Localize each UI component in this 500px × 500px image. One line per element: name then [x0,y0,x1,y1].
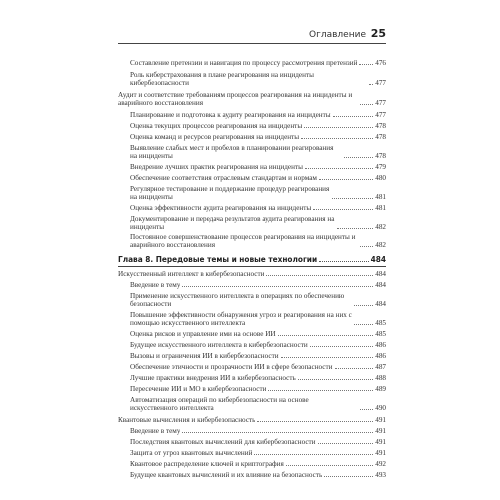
toc-entry-title: Вызовы и ограничения ИИ в кибербезопасности [130,352,279,360]
chapter-page: 484 [370,254,386,264]
toc-entry-title: Планирование и подготовка к аудиту реагирования на инциденты [130,111,331,119]
toc-entry-title: Роль киберстрахования в плане реагирования на инциденты кибербезопасности [130,71,314,87]
toc-entry-page: 476 [375,59,386,67]
toc-entry-page: 484 [375,300,386,308]
toc-entry-page: 491 [375,438,386,446]
toc-entry-page: 482 [375,223,386,231]
leader-dots [281,357,374,358]
toc-entry[interactable] [130,438,386,446]
toc-entry-page: 478 [375,133,386,141]
toc-entry-page: 485 [375,319,386,327]
toc-entry-page: 478 [375,152,386,160]
leader-dots [182,432,373,433]
toc-entry-title: Повышение эффективности обнаружения угроз и реагирования на них с помощью искусственного интеллекта [130,311,352,327]
leader-dots [266,275,373,276]
toc-entry-title: Квантовое распределение ключей и криптография [130,460,284,468]
toc-entry-page: 491 [375,416,386,424]
toc-entry-page: 490 [375,404,386,412]
toc-entry-title: Введение в тему [130,427,181,435]
toc-entry-title: Последствия квантовых вычислений для кибербезопасности [130,438,316,446]
toc-entry-title: Обеспечение соответствия отраслевым стандартам и нормам [130,174,317,182]
running-header-title: Оглавление [309,30,366,40]
leader-dots [268,390,373,391]
toc-entry-title: Квантовые вычисления и кибербезопасность [118,416,256,424]
toc-entry[interactable] [130,396,386,412]
toc-entry-title: Лучшие практики внедрения ИИ в кибербезопасность [130,374,296,382]
toc-entry[interactable] [130,374,386,382]
toc-entry-page: 481 [375,193,386,201]
leader-dots [310,346,374,347]
leader-dots [354,305,373,306]
toc-entry-title: Регулярное тестирование и поддержание процедур реагирования на инциденты [130,185,330,201]
toc-entry-title: Составление претензии и навигация по процессу рассмотрения претензий [130,59,358,67]
toc-entry[interactable] [130,363,386,371]
toc-entry-page: 482 [375,241,386,249]
toc-entry[interactable] [130,311,386,327]
toc-entry-page: 486 [375,341,386,349]
leader-dots [360,409,373,410]
toc-entry-title: Пересечение ИИ и МО в кибербезопасности [130,385,267,393]
toc-entry-title: Будущее квантовых вычислений и их влияние на безопасность [130,471,323,479]
toc-entry-title: Выявление слабых мест и пробелов в планировании реагирования на инциденты [130,144,334,160]
toc-entry[interactable] [130,471,386,479]
toc-entry[interactable] [130,352,386,360]
leader-dots [354,324,373,325]
leader-dots [335,368,374,369]
toc-entry-title: Аудит и соответствие требованиям процессов реагирования на инциденты и аварийного восстановления [118,91,353,107]
toc-entry-page: 487 [375,363,386,371]
toc-entry[interactable] [130,460,386,468]
page-number: 25 [370,27,386,40]
toc-entry-title: Внедрение лучших практик реагирования на инциденты [130,163,303,171]
toc-entry-page: 485 [375,330,386,338]
toc-entry-title: Оценка команд и ресурсов реагирования на инциденты [130,133,300,141]
toc-entry[interactable] [130,427,386,435]
toc-entry-page: 489 [375,385,386,393]
toc-entry-page: 486 [375,352,386,360]
leader-dots [182,286,373,287]
leader-dots [324,476,373,477]
leader-dots [278,335,374,336]
toc-entry-page: 477 [375,99,386,107]
toc-entry-page: 478 [375,122,386,130]
toc-entry-title: Искусственный интеллект в кибербезопасности [118,270,265,278]
toc-entry-page: 480 [375,174,386,182]
toc-entry-page: 484 [375,270,386,278]
toc-entry-title: Постоянное совершенствование процессов реагирования на инциденты и аварийного восстановления [130,233,356,249]
leader-dots [298,379,373,380]
toc-entry-page: 488 [375,374,386,382]
toc-entry-page: 481 [375,204,386,212]
toc-entry-page: 491 [375,449,386,457]
toc-section[interactable] [118,416,386,424]
leader-dots [254,454,373,455]
toc-entry-page: 479 [375,163,386,171]
toc-entry-title: Оценка эффективности аудита реагирования на инциденты [130,204,312,212]
toc-entry-page: 491 [375,427,386,435]
leader-dots [257,421,373,422]
toc-entry-title: Защита от угроз квантовых вычислений [130,449,253,457]
toc-entry-title: Оценка рисков и управление ими на основе ИИ [130,330,276,338]
toc-entry-title: Документирование и передача результатов аудита реагирования на инциденты [130,215,335,231]
toc-entry-page: 477 [375,111,386,119]
toc-entry[interactable] [130,449,386,457]
toc-entry-title: Автоматизация операций по кибербезопасности на основе искусственного интеллекта [130,396,309,412]
toc-entry-title: Применение искусственного интеллекта в операциях по обеспечению безопасности [130,292,345,308]
toc-entry-page: 492 [375,460,386,468]
leader-dots [318,443,374,444]
leader-dots [286,465,373,466]
toc-entry[interactable] [130,281,386,289]
toc-entry-title: Будущее искусственного интеллекта в кибербезопасности [130,341,308,349]
toc-entry-page: 477 [375,79,386,87]
toc-section[interactable] [118,270,386,278]
toc-entry-page: 484 [375,281,386,289]
toc-entry-title: Обеспечение этичности и прозрачности ИИ в сфере безопасности [130,363,333,371]
toc-entry-title: Оценка текущих процессов реагирования на инциденты [130,122,303,130]
chapter-title: Глава 8. Передовые темы и новые технологии [118,254,318,264]
toc-entry-page: 493 [375,471,386,479]
toc-entry[interactable] [130,292,386,308]
toc-entry[interactable] [130,341,386,349]
toc-entry[interactable] [130,330,386,338]
toc-entry[interactable] [130,385,386,393]
toc-entry-title: Введение в тему [130,281,181,289]
